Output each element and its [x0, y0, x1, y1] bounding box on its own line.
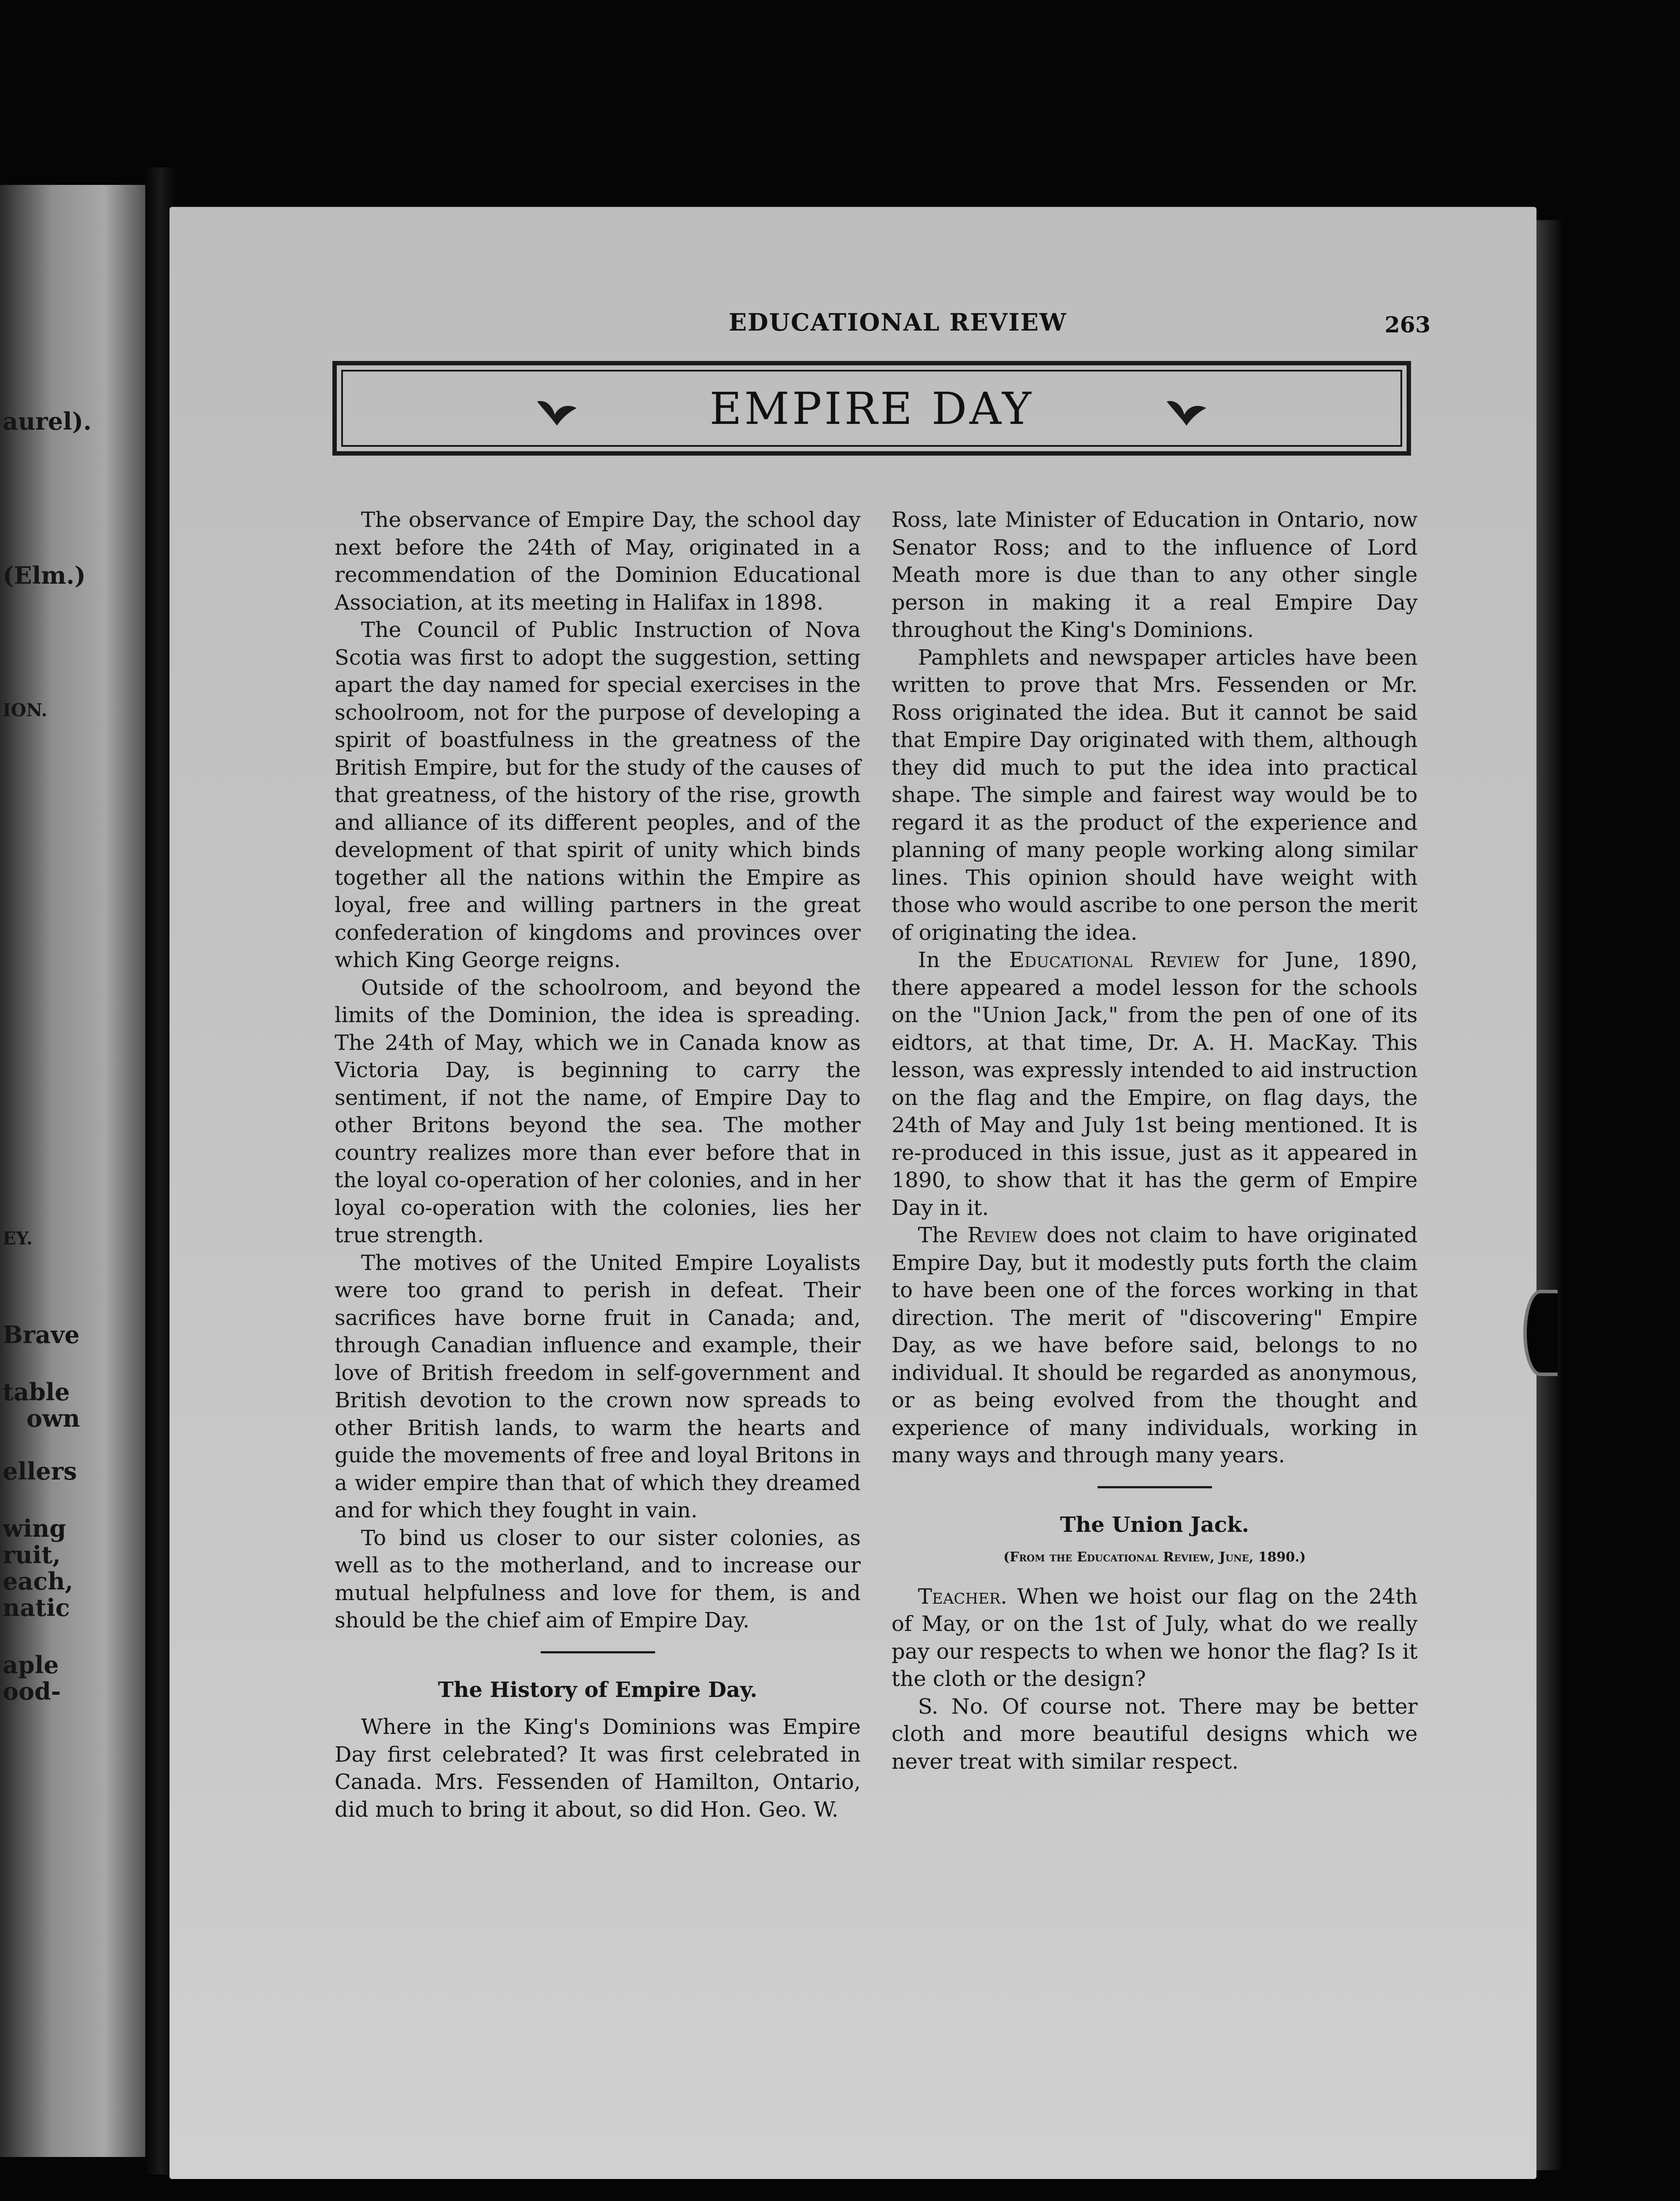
facing-page-fragment: table	[3, 1378, 70, 1406]
page-edge-shadow	[1536, 220, 1563, 2170]
section-divider	[541, 1651, 655, 1653]
section-divider	[1098, 1486, 1212, 1488]
section-heading: The Union Jack.	[1060, 1512, 1249, 1537]
facing-page-fragment: ION.	[3, 700, 48, 721]
paragraph: Ross, late Minister of Education in Ontario, now Senator Ross; and to the influence of Lord Meath more is due than to any other single person in making it a real Empire Day throughout the King's Dominions.	[892, 508, 1418, 642]
paragraph: To bind us closer to our sister colonies, as well as to the motherland, and to increase our mutual helpfulness and love for them, is and should be the chief aim of Empire Day.	[335, 1525, 861, 1633]
journal-title: EDUCATIONAL REVIEW	[729, 308, 1067, 336]
paragraph: The Council of Public Instruction of Nova Scotia was first to adopt the suggestion, setting apart the day named for special exercises in the schoolroom, not for the purpose of developing a spirit of boastfulness in the greatness of the British Empire, but for the study of the causes of that greatness, of the history of the rise, growth and alliance of its different peoples, and of the development of that spirit of unity which binds together all the nations within the Empire as loyal, free and willing partners in the great confederation of kingdoms and provinces over which King George reigns.	[335, 618, 861, 972]
facing-page-fragment: Brave	[3, 1321, 80, 1349]
text-run: In the	[918, 948, 992, 972]
paragraph	[892, 1222, 1418, 1469]
paragraph: Outside of the schoolroom, and beyond the limits of the Dominion, the idea is spreading. The 24th of May, which we in Canada know as Victoria Day, is beginning to carry the sentiment, if not the name, of Empire Day to other Britons beyond the sea. The mother country realizes more than ever before that in the loyal co-operation of her colonies, and in her loyal co-operation with the colonies, lies her true strength.	[335, 975, 861, 1248]
binding-clip	[1523, 1290, 1558, 1376]
left-column	[335, 506, 861, 1823]
facing-page-fragment: each,	[3, 1567, 74, 1595]
paragraph: Where in the King's Dominions was Empire Day first celebrated? It was first celebrated in Canada. Mrs. Fessenden of Hamilton, Ontario, did much to bring it about, so did Hon. Geo. W.	[335, 1715, 861, 1822]
text-run: The	[918, 1223, 958, 1248]
speaker-label: Teacher.	[918, 1584, 1007, 1609]
facing-page-fragment: ood-	[3, 1677, 61, 1705]
journal-page	[169, 207, 1536, 2179]
paragraph: The motives of the United Empire Loyalists were too grand to perish in defeat. Their sacrifices have borne fruit in Canada; and, through Canadian influence and example, their love of British freedom in self-government and British devotion to the crown now spreads to other British lands, to warm the hearts and guide the movements of free and loyal Britons in a wider empire than that of which they dreamed and for which they fought in vain.	[335, 1250, 861, 1523]
paragraph: S. No. Of course not. There may be better cloth and more beautiful designs which we never treat with similar respect.	[892, 1694, 1418, 1774]
facing-page-fragment: aple	[3, 1651, 59, 1679]
facing-page-fragment: own	[26, 1404, 80, 1432]
text-run: does not claim to have originated Empire Day, but it modestly puts forth the claim to have been one of the forces working in that direction. The merit of "discovering" Empire Day, as we have before said, belongs to no individual. It should be regarded as anonymous, or as being evolved from the thought and experience of many individuals, working in many ways and through many years.	[892, 1223, 1418, 1468]
paragraph	[892, 1583, 1418, 1693]
facing-page-fragment: ruit,	[3, 1541, 61, 1569]
journal-name-smallcaps: Review	[967, 1223, 1038, 1248]
facing-page-fragment: aurel).	[3, 407, 92, 435]
text-run: When we hoist our flag on the 24th of May, or on the 1st of July, what do we really pay our respects to when we honor the flag? Is it the cloth or the design?	[892, 1584, 1418, 1691]
leaf-ornament-icon	[1162, 388, 1211, 432]
paragraph: Pamphlets and newspaper articles have been written to prove that Mrs. Fessenden or Mr. Ross originated the idea. But it cannot be said that Empire Day originated with them, although they did much to put the idea into practical shape. The simple and fairest way would be to regard it as the product of the experience and planning of many people working along similar lines. This opinion should have weight with those who would ascribe to one person the merit of originating the idea.	[892, 645, 1418, 945]
facing-page-fragment: natic	[3, 1594, 70, 1622]
section-heading: The History of Empire Day.	[438, 1677, 758, 1702]
source-note: (From the Educational Review, June, 1890.)	[1003, 1550, 1306, 1565]
title-box	[332, 361, 1411, 456]
paragraph	[892, 946, 1418, 1222]
facing-page-fragment: ellers	[3, 1457, 77, 1485]
journal-name-smallcaps: Educational Review	[1009, 948, 1220, 972]
facing-page-fragment: EY.	[3, 1228, 33, 1249]
leaf-ornament-icon	[533, 388, 581, 432]
right-column	[892, 506, 1418, 1775]
facing-page-fragment: (Elm.)	[3, 561, 86, 589]
text-run: for June, 1890, there appeared a model lesson for the schools on the "Union Jack," from the pen of one of its eidtors, at that time, Dr. A. H. MacKay. This lesson, was expressly intended to aid instruction on the flag and the Empire, on flag days, the 24th of May and July 1st being mentioned. It is re-produced in this issue, just as it appeared in 1890, to show that it has the germ of Empire Day in it.	[892, 948, 1418, 1220]
facing-page	[0, 185, 150, 2157]
paragraph: The observance of Empire Day, the school day next before the 24th of May, originated in a recommendation of the Dominion Educational Association, at its meeting in Halifax in 1898.	[335, 508, 861, 615]
facing-page-fragment: wing	[3, 1514, 66, 1542]
article-title: EMPIRE DAY	[709, 383, 1034, 434]
page-number: 263	[1385, 312, 1431, 338]
